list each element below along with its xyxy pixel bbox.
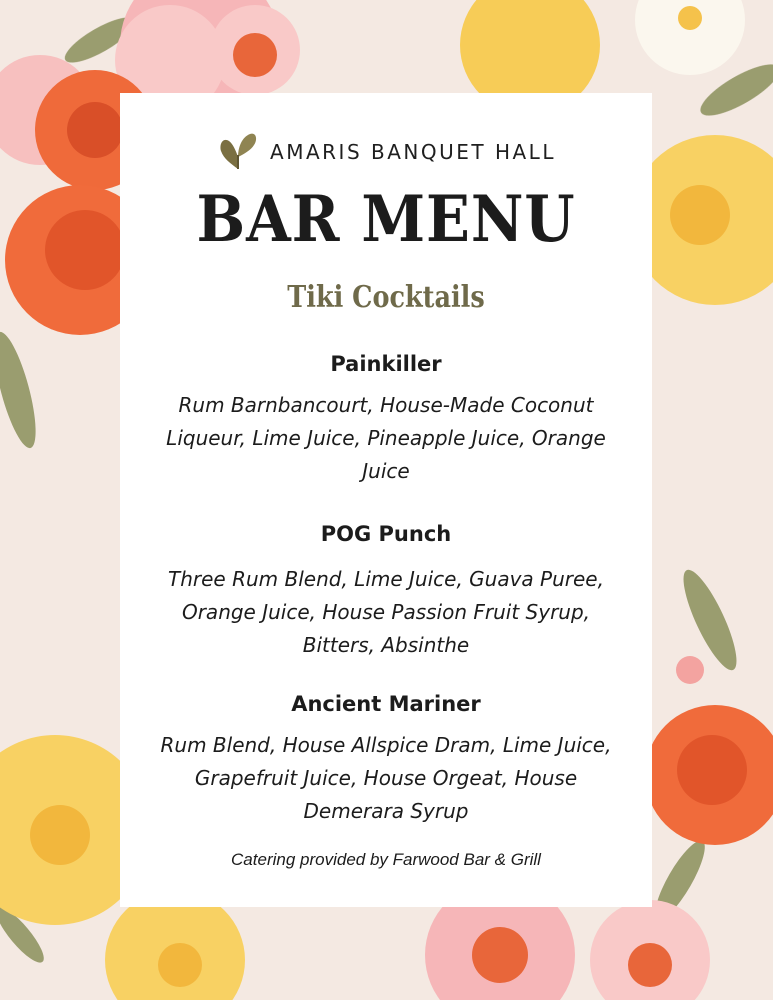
page-title: BAR MENU — [196, 182, 576, 257]
catering-footer: Catering provided by Farwood Bar & Grill — [231, 850, 541, 869]
item-description-pog-punch: Three Rum Blend, Lime Juice, Guava Puree, Orange Juice, House Passion Fruit Syrup, Bitters, Absinthe — [168, 567, 604, 657]
section-title: Tiki Cocktails — [287, 280, 485, 315]
item-description-painkiller: Rum Barnbancourt, House-Made Coconut Liqueur, Lime Juice, Pineapple Juice, Orange Juice — [166, 393, 606, 483]
item-name-ancient-mariner: Ancient Mariner — [291, 692, 481, 716]
brand-name: AMARIS BANQUET HALL — [270, 140, 556, 164]
item-name-pog-punch: POG Punch — [320, 522, 452, 546]
menu-card — [120, 93, 652, 907]
item-description-ancient-mariner: Rum Blend, House Allspice Dram, Lime Juice, Grapefruit Juice, House Orgeat, House Demerara Syrup — [160, 733, 612, 823]
item-name-painkiller: Painkiller — [330, 352, 442, 376]
brand-header — [120, 127, 652, 177]
butterfly-icon — [216, 129, 262, 175]
